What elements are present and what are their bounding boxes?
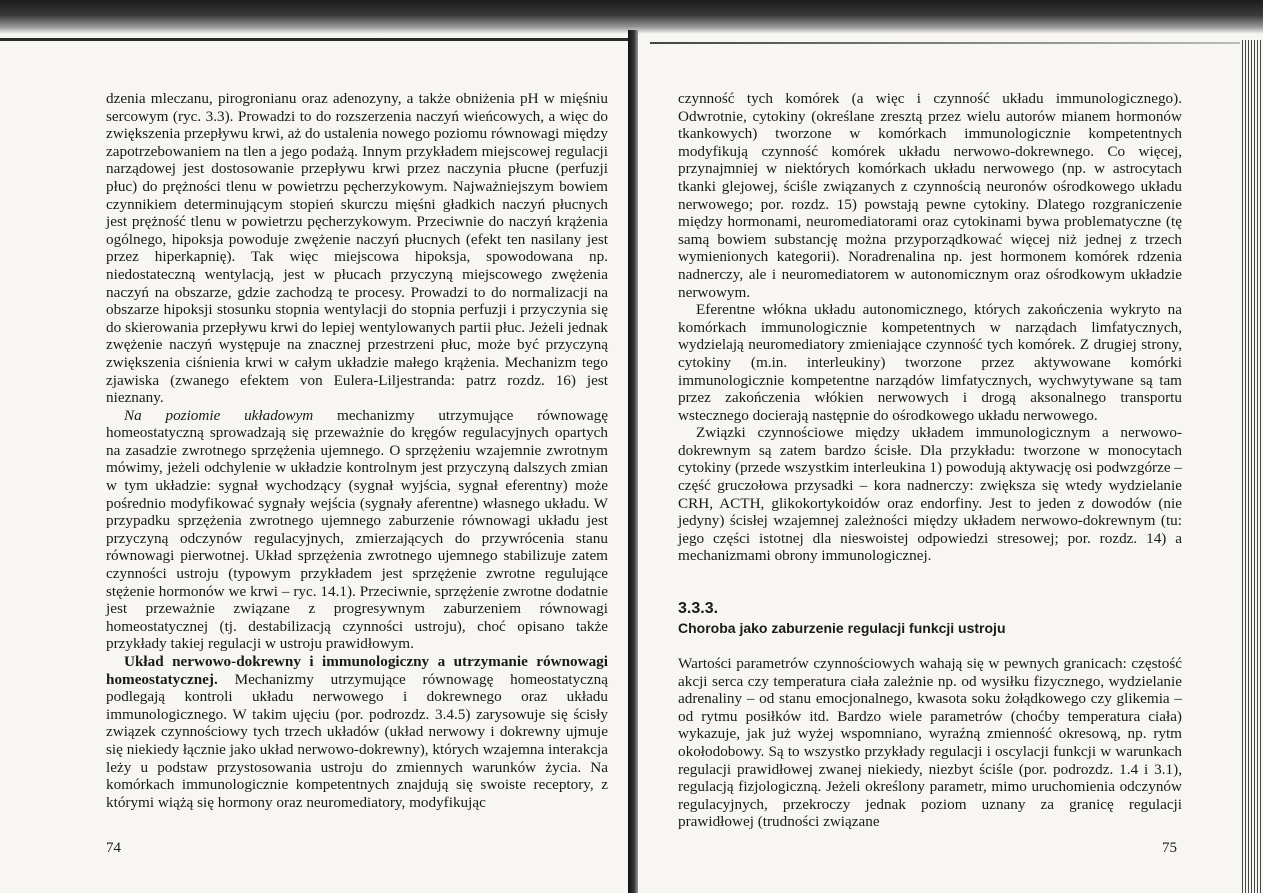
page-edges <box>1240 40 1263 893</box>
right-paragraph-4: Wartości parametrów czynnościowych wahają się w pewnych granicach: częstość akcji serca czy temperatura ciała zależnie np. od wysiłku fizycznego, wydzielanie adrenaliny – od stanu emocjonalnego, kwasota soku żołądkowego czy glikemia – od rytmu posiłków itd. Bardzo wiele parametrów (choćby temperatura ciała) wykazuje, jak już wyżej wspomniano, wyraźną zmienność okresową, np. rytm okołodobowy. Są to wszystko przykłady regulacji i oscylacji funkcji w warunkach regulacji prawidłowej zwanej niekiedy, niezbyt ściśle (por. podrozdz. 1.4 i 3.1), regulacją fizjologiczną. Jeżeli określony parametr, mimo uruchomienia odczynów regulacyjnych, przekroczy jednak poziom uznany za granicę regulacji prawidłowej (trudności związane <box>678 655 1182 831</box>
left-page <box>106 90 608 811</box>
page-number-left: 74 <box>106 840 121 856</box>
right-page <box>678 90 1182 831</box>
book-gutter <box>628 30 638 893</box>
left-paragraph-3 <box>106 653 608 811</box>
scan-top-shadow <box>0 0 1263 34</box>
left-page-top-rule <box>0 38 630 41</box>
left-paragraph-3-body: Mechanizmy utrzymujące równowagę homeostatyczną podlegają kontroli układu nerwowego i dokrewnego oraz układu immunologicznego. W takim ujęciu (por. podrozdz. 3.4.5) zarysowuje się ścisły związek czynnościowy tych trzech układów (układ nerwowy i dokrewny ujmuje się niekiedy łącznie jako układ nerwowo-dokrewny), których wzajemna interakcja leży u podstaw przystosowania ustroju do zmiennych warunków życia. Na komórkach immunologicznie kompetentnych znajdują się swoiste receptory, z którymi wiążą się hormony oraz neuromediatory, modyfikując <box>106 670 608 811</box>
right-paragraph-1: czynność tych komórek (a więc i czynność układu immunologicznego). Odwrotnie, cytokiny (określane zresztą przez wielu autorów mianem hormonów tkankowych) tworzone w komórkach immunologicznie kompetentnych modyfikują czynność komórek układu nerwowo-dokrewnego. Co więcej, przynajmniej w niektórych komórkach układu nerwowego (np. w astrocytach tkanki glejowej, ściśle związanych z czynnością neuronów ośrodkowego układu nerwowego; por. rozdz. 15) powstają pewne cytokiny. Dlatego rozgraniczenie między hormonami, neuromediatorami oraz cytokinami bywa problematyczne (tę samą bowiem substancję można przyporządkować więcej niż jednej z trzech wymienionych kategorii). Noradrenalina np. jest hormonem komórek rdzenia nadnerczy, ale i neuromediatorem w autonomicznym oraz ośrodkowym układzie nerwowym. <box>678 90 1182 301</box>
right-paragraph-3: Związki czynnościowe między układem immunologicznym a nerwowo-dokrewnym są zatem bardzo ścisłe. Dla przykładu: tworzone w monocytach cytokiny (przede wszystkim interleukina 1) powodują aktywację osi podwzgórze – część gruczołowa przysadki – kora nadnerczy: zwiększa się wtedy wydzielanie CRH, ACTH, glikokortykoidów oraz endorfiny. Jest to jeden z dowodów (nie jedyny) ścisłej wzajemnej zależności między układem nerwowo-dokrewnym (tu: jego części istotnej dla nieswoistej odpowiedzi stresowej; por. rozdz. 14) a mechanizmami obrony immunologicznej. <box>678 424 1182 565</box>
section-number: 3.3.3. <box>678 600 719 618</box>
left-paragraph-2-body: mechanizmy utrzymujące równowagę homeostatyczną sprowadzają się przeważnie do kręgów regulacyjnych opartych na zasadzie zwrotnego sprzężenia ujemnego. O sprzężeniu wzajemnie zwrotnym mówimy, jeżeli odchylenie w układzie kontrolnym jest przyczyną dalszych zmian w tym układzie: sygnał wychodzący (sygnał wyjścia, sygnał eferentny) może pośrednio modyfikować sygnały wejścia (sygnały aferentne) własnego układu. W przypadku sprzężenia zwrotnego ujemnego zaburzenie równowagi układu jest przyczyną odczynów regulacyjnych, zmierzających do przywrócenia stanu równowagi pierwotnej. Układ sprzężenia zwrotnego ujemnego stabilizuje zatem czynności ustroju (typowym przykładem jest sprzężenie zwrotne regulujące stężenie hormonów we krwi – ryc. 14.1). Przeciwnie, sprzężenie zwrotne dodatnie jest przeważnie związane z progresywnym zaburzeniem równowagi homeostatycznej (tj. destabilizacją czynności ustroju), choć opisano także przykłady takiej regulacji w ustroju prawidłowym. <box>106 406 608 653</box>
section-heading <box>678 599 1182 637</box>
right-page-top-rule <box>650 42 1240 44</box>
right-paragraph-2: Eferentne włókna układu autonomicznego, których zakończenia wykryto na komórkach immunologicznie kompetentnych w narządach limfatycznych, wydzielają neuromediatory zmieniające czynność tych komórek. Z drugiej strony, cytokiny (m.in. interleukiny) tworzone przez aktywowane komórki immunologicznie kompetentne narządów limfatycznych, wychwytywane są tam przez zakończenia włókien nerwowych i drogą aksonalnego transportu wstecznego docierają następnie do ośrodkowego układu nerwowego. <box>678 301 1182 424</box>
left-paragraph-1: dzenia mleczanu, pirogronianu oraz adenozyny, a także obniżenia pH w mięśniu sercowym (ryc. 3.3). Prowadzi to do rozszerzenia naczyń wieńcowych, a więc do zwiększenia przepływu krwi, aż do ustalenia nowego poziomu równowagi między zapotrzebowaniem na tlen a jego podażą. Innym przykładem miejscowej regulacji narządowej jest dostosowanie przepływu krwi przez naczynia płucne (perfuzji płuc) do prężności tlenu w powietrzu pęcherzykowym. Najważniejszym bowiem czynnikiem determinującym stopień skurczu mięśni gładkich naczyń płucnych jest prężność tlenu w powietrzu pęcherzykowym. Przeciwnie do naczyń krążenia ogólnego, hipoksja powoduje zwężenie naczyń płucnych (efekt ten nasilany jest przez hiperkapnię). Tak więc miejscowa hipoksja, spowodowana np. niedostateczną wentylacją, jest w płucach przyczyną miejscowego zwężenia naczyń na obszarze, gdzie zachodzą te procesy. Prowadzi to do normalizacji na obszarze hipoksji stosunku stopnia wentylacji do stopnia perfuzji i przyczynia się do skierowania przepływu krwi do lepiej wentylowanych partii płuc. Jeżeli jednak zwężenie naczyń występuje na znacznej przestrzeni płuc, może być przyczyną zwiększenia ciśnienia krwi w całym układzie małego krążenia. Mechanizm tego zjawiska (zwanego efektem von Eulera-Liljestranda: patrz rozdz. 16) jest nieznany. <box>106 90 608 407</box>
section-title: Choroba jako zaburzenie regulacji funkcji ustroju <box>678 620 1006 637</box>
left-paragraph-2-lead: Na poziomie układowym <box>124 406 314 424</box>
left-paragraph-3-lead: Układ nerwowo-dokrewny i immunologiczny a utrzymanie równowagi homeostatycznej. <box>106 653 608 688</box>
left-paragraph-2 <box>106 407 608 653</box>
page-number-right: 75 <box>1162 840 1177 856</box>
